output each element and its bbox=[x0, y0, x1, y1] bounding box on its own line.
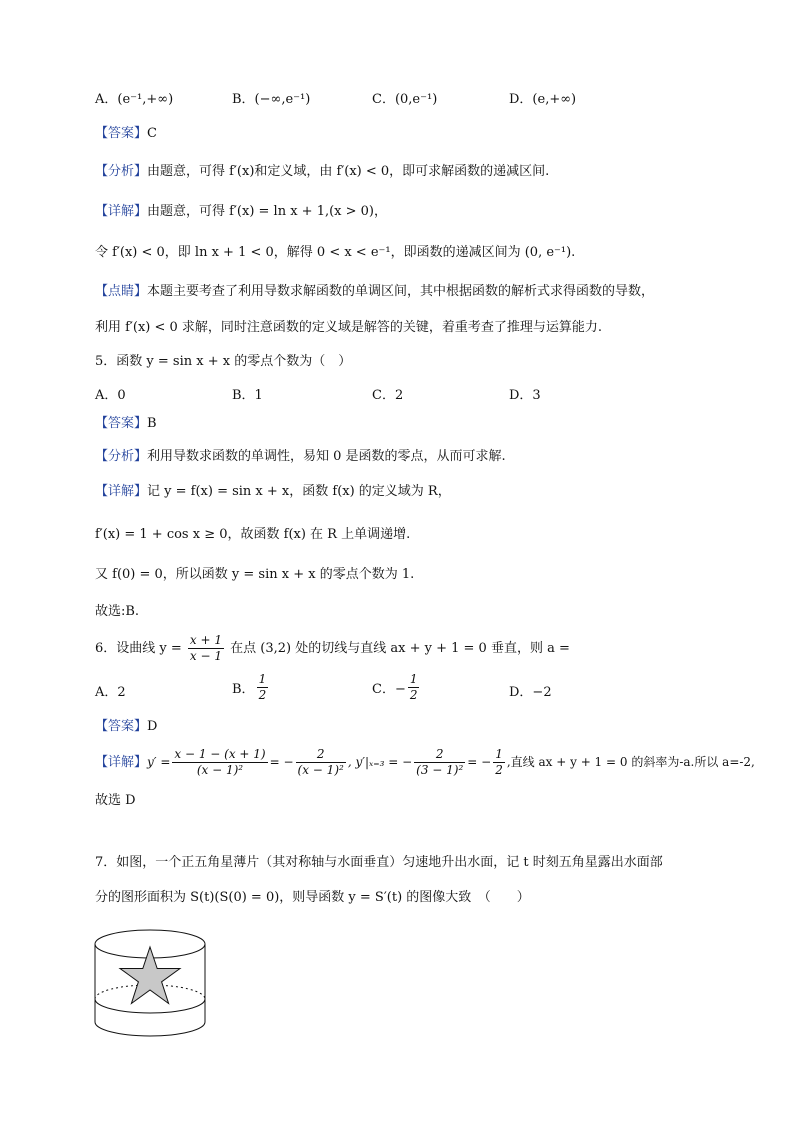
cylinder-bottom-front bbox=[95, 1022, 205, 1036]
q5-option-a: A．0 bbox=[95, 388, 126, 403]
fraction-numerator: 1 bbox=[258, 672, 267, 686]
q4-comment-2: 利用 f′(x) < 0 求解，同时注意函数的定义域是解答的关键，着重考查了推理与运算能力. bbox=[95, 320, 603, 335]
q4-option-b: B．(−∞,e⁻¹) bbox=[232, 92, 311, 107]
half-fraction bbox=[257, 672, 269, 703]
q4-detail-1 bbox=[95, 202, 387, 222]
equals-minus: = − bbox=[467, 755, 492, 769]
q4-option-d: D．(e,+∞) bbox=[509, 92, 577, 107]
q6-stem-suffix: 在点 (3,2) 处的切线与直线 ax + y + 1 = 0 垂直，则 a = bbox=[230, 641, 570, 656]
q5-answer bbox=[95, 414, 157, 434]
fraction-denominator: x − 1 bbox=[189, 649, 223, 663]
pentagram-star bbox=[120, 947, 180, 1004]
fraction-numerator: x − 1 − (x + 1) bbox=[174, 747, 266, 761]
q6-fraction bbox=[188, 633, 224, 664]
detail-tag: 【详解】 bbox=[95, 204, 148, 219]
fraction-numerator: x + 1 bbox=[189, 633, 223, 647]
q4-comment-1 bbox=[95, 282, 654, 302]
answer-tag: 【答案】 bbox=[95, 126, 148, 141]
cylinder-star-figure bbox=[92, 926, 212, 1046]
q7-stem-2: 分的图形面积为 S(t)(S(0) = 0)，则导函数 y = S′(t) 的图像大致 （ ） bbox=[95, 890, 530, 905]
q4-answer bbox=[95, 124, 157, 144]
fraction-numerator: 1 bbox=[495, 747, 503, 761]
q6-answer bbox=[95, 717, 157, 737]
derivative-fraction-3 bbox=[414, 747, 465, 778]
q6-conclusion: 故选 D bbox=[95, 793, 136, 808]
comment-tag: 【点睛】 bbox=[95, 284, 148, 299]
q5-stem: 5．函数 y = sin x + x 的零点个数为（ ） bbox=[95, 354, 352, 369]
analysis-text: 由题意，可得 f′(x)和定义域，由 f′(x) < 0，即可求解函数的递减区间. bbox=[147, 164, 550, 179]
fraction-denominator: 2 bbox=[258, 688, 267, 702]
q6-option-c bbox=[372, 672, 421, 703]
fraction-numerator: 1 bbox=[409, 672, 418, 686]
option-label: C．− bbox=[372, 682, 406, 697]
q6-stem-prefix: 6．设曲线 y = bbox=[95, 641, 182, 656]
q6-stem bbox=[95, 633, 570, 664]
fraction-denominator: 2 bbox=[409, 688, 418, 702]
q5-detail-2: f′(x) = 1 + cos x ≥ 0，故函数 f(x) 在 R 上单调递增. bbox=[95, 527, 411, 542]
detail-text: 记 y = f(x) = sin x + x，函数 f(x) 的定义域为 R， bbox=[147, 484, 451, 499]
fraction-numerator: 2 bbox=[414, 747, 465, 763]
half-fraction bbox=[408, 672, 420, 703]
derivative-fraction-1 bbox=[172, 747, 267, 778]
q6-option-d: D．−2 bbox=[509, 685, 552, 700]
fraction-denominator: (3 − 1)² bbox=[416, 763, 464, 777]
derivative-symbol: y′ = bbox=[147, 755, 171, 769]
analysis-tag: 【分析】 bbox=[95, 449, 148, 464]
detail-text: 由题意，可得 f′(x) = ln x + 1,(x > 0)， bbox=[147, 204, 388, 219]
option-label: B． bbox=[232, 682, 255, 697]
q7-stem-1: 7．如图，一个正五角星薄片（其对称轴与水面垂直）匀速地升出水面，记 t 时刻五角星露出水面部 bbox=[95, 855, 663, 870]
derivative-fraction-2 bbox=[296, 747, 346, 778]
derivative-fraction-4 bbox=[493, 747, 505, 778]
answer-value: B bbox=[147, 416, 157, 431]
q6-detail bbox=[95, 745, 755, 780]
q5-detail-1 bbox=[95, 482, 451, 502]
fraction-denominator: 2 bbox=[495, 763, 503, 777]
q5-analysis bbox=[95, 447, 506, 467]
fraction-numerator: 2 bbox=[296, 747, 346, 763]
analysis-tag: 【分析】 bbox=[95, 164, 148, 179]
fraction-denominator: (x − 1)² bbox=[196, 763, 244, 777]
answer-value: D bbox=[147, 719, 158, 734]
equals-minus: = − bbox=[269, 755, 294, 769]
q4-detail-2: 令 f′(x) < 0，即 ln x + 1 < 0，解得 0 < x < e⁻¹，即函数的递减区间为 (0, e⁻¹). bbox=[95, 245, 576, 260]
derivative-at-3: , y′|ₓ₌₃ = − bbox=[347, 755, 413, 769]
detail-tag: 【详解】 bbox=[95, 755, 148, 770]
analysis-text: 利用导数求函数的单调性，易知 0 是函数的零点，从而可求解. bbox=[147, 449, 506, 464]
q5-option-b: B．1 bbox=[232, 388, 263, 403]
q4-analysis bbox=[95, 162, 549, 182]
detail-tail: ,直线 ax + y + 1 = 0 的斜率为-a.所以 a=-2, bbox=[506, 755, 755, 769]
q6-option-a: A．2 bbox=[95, 685, 126, 700]
q5-conclusion: 故选:B. bbox=[95, 604, 140, 619]
fraction-denominator: (x − 1)² bbox=[297, 763, 344, 777]
q5-option-d: D．3 bbox=[509, 388, 541, 403]
q4-option-c: C．(0,e⁻¹) bbox=[372, 92, 438, 107]
q5-option-c: C．2 bbox=[372, 388, 404, 403]
comment-text: 本题主要考查了利用导数求解函数的单调区间，其中根据函数的解析式求得函数的导数， bbox=[147, 284, 655, 299]
answer-tag: 【答案】 bbox=[95, 719, 148, 734]
q4-option-a: A．(e⁻¹,+∞) bbox=[95, 92, 174, 107]
answer-value: C bbox=[147, 126, 157, 141]
water-surface-front bbox=[95, 999, 205, 1013]
answer-tag: 【答案】 bbox=[95, 416, 148, 431]
q6-option-b bbox=[232, 672, 270, 703]
q5-detail-3: 又 f(0) = 0，所以函数 y = sin x + x 的零点个数为 1. bbox=[95, 567, 415, 582]
detail-tag: 【详解】 bbox=[95, 484, 148, 499]
